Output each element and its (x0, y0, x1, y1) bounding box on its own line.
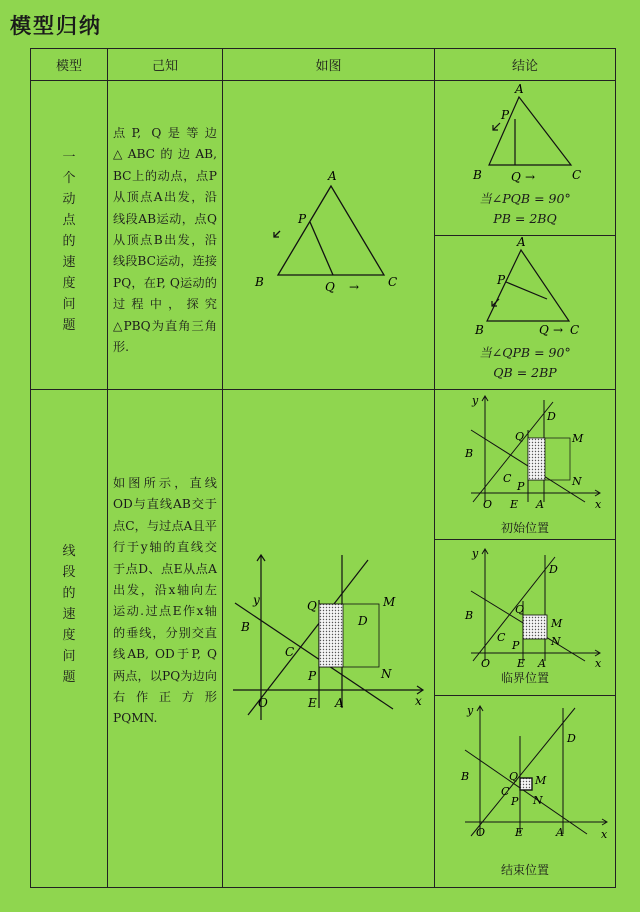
segment-pq (310, 222, 333, 275)
label-q: Q (325, 280, 335, 294)
label-b: B (255, 275, 264, 289)
critical-position-figure (435, 541, 615, 667)
arrow-q: → (553, 323, 564, 337)
label-q: Q (515, 603, 525, 616)
label-a: A (536, 498, 544, 508)
label-o: O (483, 498, 493, 508)
label-n: N (381, 667, 392, 681)
caption-initial: 初始位置 (500, 521, 549, 535)
label-y: y (467, 704, 474, 717)
arrow-p (274, 231, 280, 237)
arrow-q: → (349, 280, 360, 294)
end-position-figure (435, 696, 615, 846)
label-q: Q (307, 599, 317, 613)
label-c: C (503, 472, 512, 485)
line-od (248, 560, 368, 715)
label-q: Q (539, 323, 549, 337)
label-p: P (298, 212, 307, 226)
row2-model-label: 线 段 的 速 度 问 题 (62, 544, 76, 685)
header-conclusion: 结论 (511, 59, 538, 74)
label-m: M (572, 432, 584, 445)
header-model: 模型 (55, 59, 82, 74)
label-p: P (517, 480, 525, 493)
line-ab (235, 603, 393, 709)
conclusion1-result: PB = 2BQ (493, 211, 557, 226)
label-b: B (465, 447, 474, 460)
label-a: A (538, 657, 546, 667)
arrow-q: → (525, 170, 536, 184)
label-e: E (517, 657, 526, 667)
label-c: C (497, 631, 506, 644)
header-known: 己知 (151, 59, 178, 74)
label-x: x (595, 657, 602, 667)
label-x: x (595, 498, 602, 508)
label-d: D (567, 732, 576, 745)
label-a: A (335, 696, 344, 710)
conclusion2-condition: 当∠QPB = 90° (479, 345, 571, 360)
caption-critical: 临界位置 (500, 671, 549, 685)
arrow-p (492, 299, 499, 306)
label-b: B (461, 770, 470, 783)
header-figure: 如图 (315, 59, 342, 74)
shaded-region (319, 604, 343, 667)
initial-position-figure (435, 390, 615, 508)
row2-known-text: 如图所示，直线OD与直线AB交于点C，与过点A且平行于y轴的直线交于点D、点E从点A出发，沿x轴向左运动.过点E作x轴的垂线，分别交直线AB, OD于P, Q两点，以PQ为边向右作正方形PQMN. (113, 476, 217, 726)
label-a: A (556, 826, 564, 839)
label-n: N (551, 635, 561, 648)
label-e: E (510, 498, 519, 508)
label-x: x (601, 828, 608, 841)
caption-end: 结束位置 (500, 863, 549, 877)
row2-figure (223, 390, 434, 887)
label-n: N (533, 794, 543, 807)
label-m: M (551, 617, 563, 630)
label-b: B (473, 168, 482, 182)
row1-figure (223, 81, 434, 389)
label-p: P (512, 639, 520, 652)
shaded-square (520, 778, 532, 790)
label-q: Q (509, 770, 519, 783)
label-c: C (501, 785, 510, 798)
conclusion1-text (435, 189, 615, 229)
label-q: Q (511, 170, 521, 184)
label-a: A (515, 82, 524, 96)
label-d: D (358, 614, 368, 628)
row1-model-label: 一 个 动 点 的 速 度 问 题 (62, 150, 76, 333)
column-divider (107, 49, 108, 887)
label-a: A (517, 236, 526, 249)
label-y: y (472, 547, 479, 560)
shaded-square (523, 615, 547, 639)
label-c: C (570, 323, 580, 337)
label-d: D (547, 410, 556, 423)
label-y: y (253, 593, 260, 607)
label-o: O (481, 657, 491, 667)
label-c: C (388, 275, 398, 289)
label-y: y (472, 394, 479, 407)
label-c: C (285, 645, 295, 659)
label-p: P (308, 669, 317, 683)
conclusion2-text (435, 343, 615, 383)
label-d: D (549, 563, 558, 576)
segment-pq (506, 282, 547, 299)
label-p: P (497, 273, 506, 287)
label-b: B (475, 323, 484, 337)
label-q: Q (515, 430, 525, 443)
label-c: C (572, 168, 582, 182)
cell-divider (434, 539, 615, 540)
conclusion1-condition: 当∠PQB = 90° (479, 191, 571, 206)
label-o: O (476, 826, 486, 839)
arrow-p (493, 123, 500, 130)
triangle-abc (278, 186, 384, 275)
label-p: P (511, 795, 519, 808)
line-od (471, 708, 575, 836)
conclusion2-figure (435, 236, 615, 346)
label-b: B (465, 609, 474, 622)
page-title: 模型归纳 (10, 13, 102, 38)
label-o: O (258, 696, 268, 710)
label-m: M (383, 595, 396, 609)
conclusion1-figure (435, 81, 615, 199)
label-a: A (328, 169, 337, 183)
label-b: B (241, 620, 250, 634)
shaded-region (528, 438, 545, 480)
row1-known-text: 点P, Q是等边△ABC的边AB, BC上的动点，点P从顶点A出发，沿线段AB运动，点Q从顶点B出发，沿线段BC运动，连接PQ，在P, Q运动的过程中，探究△PBQ为直角三角形. (113, 126, 217, 355)
model-table (30, 48, 616, 888)
label-n: N (572, 475, 582, 488)
label-e: E (308, 696, 317, 710)
label-m: M (535, 774, 547, 787)
label-x: x (415, 694, 422, 708)
label-p: P (501, 108, 510, 122)
label-e: E (515, 826, 524, 839)
conclusion2-result: QB = 2BP (493, 365, 557, 380)
